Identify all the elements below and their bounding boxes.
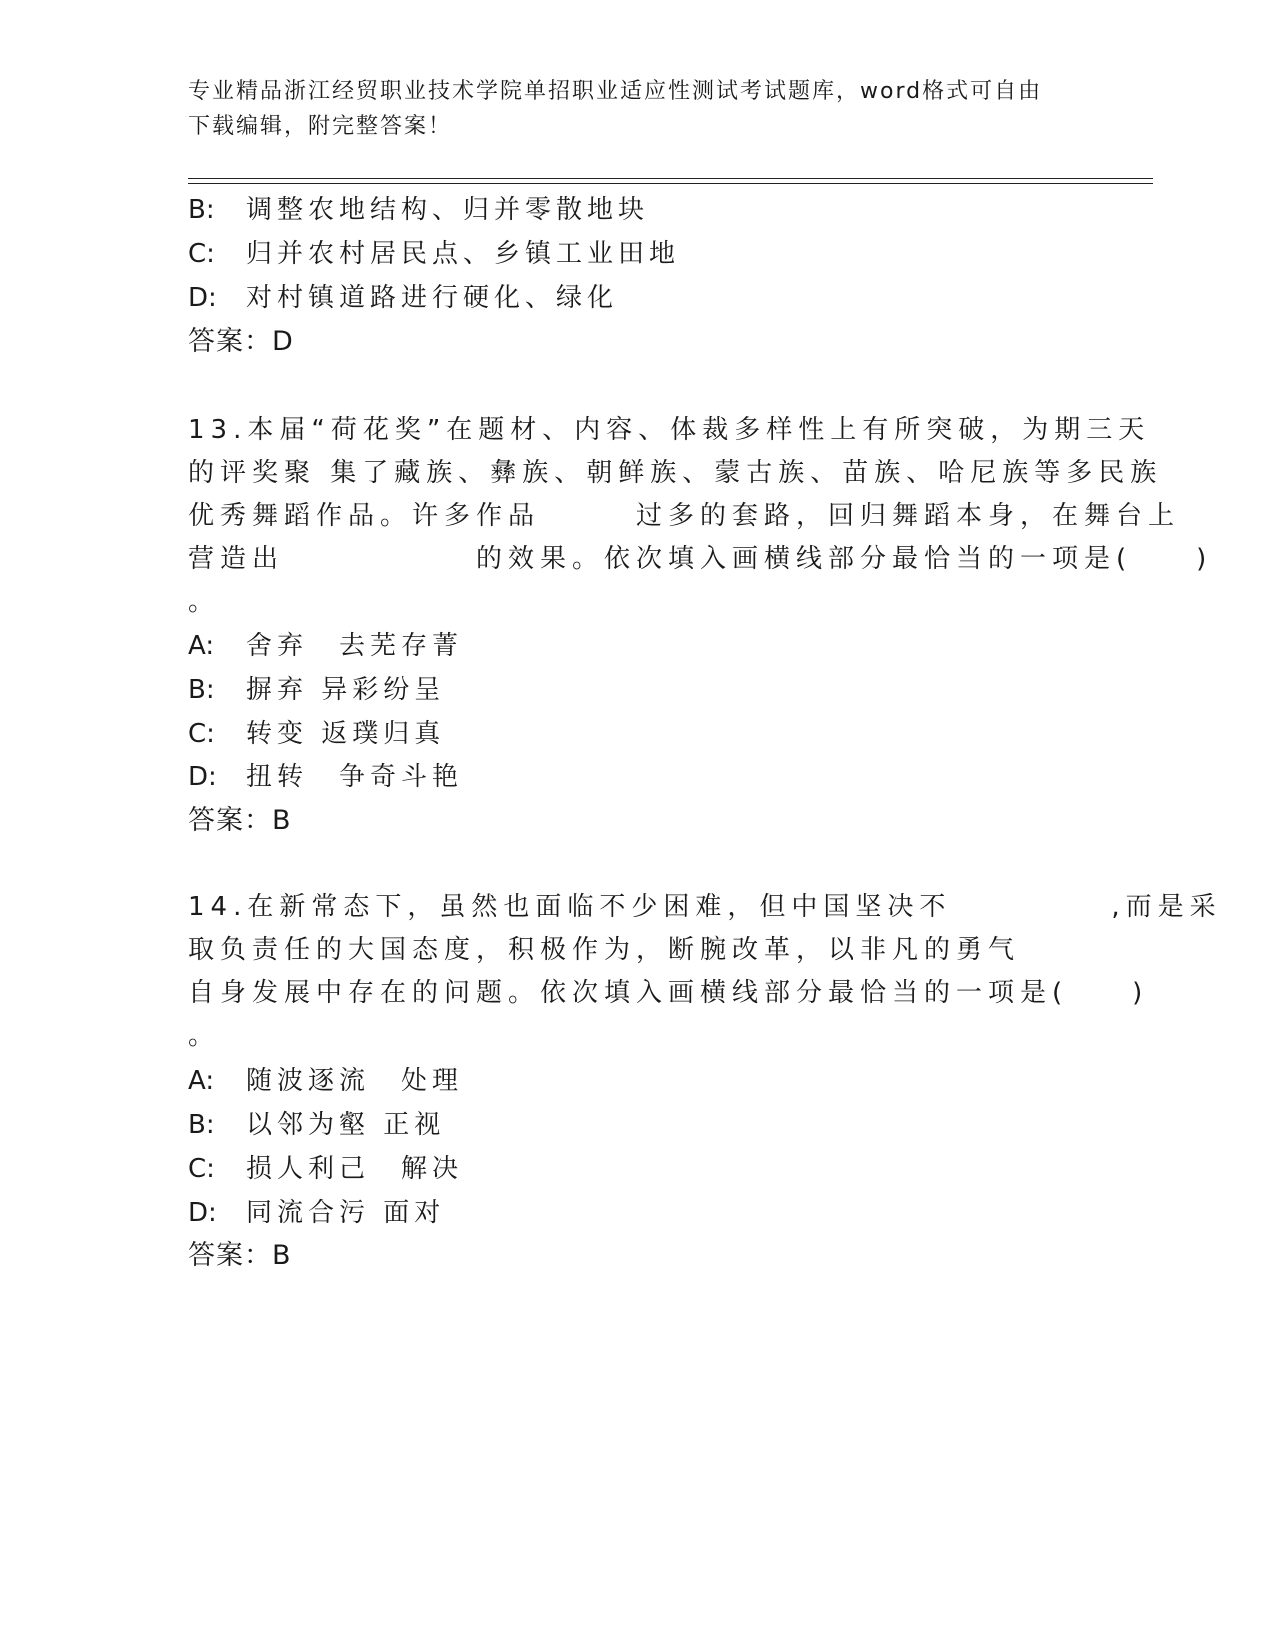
q13-option-b bbox=[188, 673, 445, 707]
option-text: 以邻为壑 正视 bbox=[246, 1110, 446, 1140]
option-label: D: bbox=[188, 283, 217, 313]
option-text: 同流合污 面对 bbox=[246, 1198, 446, 1228]
option-label: C: bbox=[188, 1154, 215, 1184]
option-c bbox=[188, 237, 680, 271]
q14-stem-line-3: 自身发展中存在的问题。依次填入画横线部分最恰当的一项是( ) bbox=[188, 978, 1149, 1008]
q14-option-d bbox=[188, 1196, 445, 1230]
header-line-2: 下载编辑，附完整答案！ bbox=[188, 114, 453, 139]
option-label: B: bbox=[188, 195, 215, 225]
option-label: D: bbox=[188, 762, 217, 792]
option-text: 摒弃 异彩纷呈 bbox=[246, 675, 446, 705]
q13-stem-line-4: 营造出 的效果。依次填入画横线部分最恰当的一项是( ) bbox=[188, 544, 1213, 574]
q13-option-d bbox=[188, 760, 463, 794]
option-text: 损人利己 解决 bbox=[246, 1154, 464, 1184]
q13-stem-line-5: 。 bbox=[188, 587, 221, 617]
option-text: 随波逐流 处理 bbox=[246, 1066, 464, 1096]
q14-stem-line-2: 取负责任的大国态度，积极作为，断腕改革，以非凡的勇气 bbox=[188, 935, 1021, 965]
header-line-1: 专业精品浙江经贸职业技术学院单招职业适应性测试考试题库，word格式可自由 bbox=[188, 79, 1043, 104]
answer-line: 答案：D bbox=[188, 326, 294, 357]
option-text: 调整农地结构、归并零散地块 bbox=[246, 195, 650, 225]
option-text: 扭转 争奇斗艳 bbox=[246, 762, 464, 792]
q14-option-c bbox=[188, 1152, 463, 1186]
option-text: 对村镇道路进行硬化、绿化 bbox=[246, 283, 619, 313]
option-b bbox=[188, 193, 649, 227]
option-label: C: bbox=[188, 239, 215, 269]
header-rule-top bbox=[188, 178, 1153, 179]
option-text: 转变 返璞归真 bbox=[246, 719, 446, 749]
q13-stem-line-1: 13.本届“荷花奖”在题材、内容、体裁多样性上有所突破，为期三天 bbox=[188, 415, 1151, 445]
option-label: D: bbox=[188, 1198, 217, 1228]
q13-answer: 答案：B bbox=[188, 805, 292, 836]
q13-stem-line-3: 优秀舞蹈作品。许多作品 过多的套路，回归舞蹈本身，在舞台上 bbox=[188, 501, 1181, 531]
q14-answer: 答案：B bbox=[188, 1240, 292, 1271]
option-d bbox=[188, 281, 618, 315]
q14-option-b bbox=[188, 1108, 445, 1142]
q13-option-c bbox=[188, 717, 445, 751]
header-rule-bottom bbox=[188, 183, 1153, 184]
option-label: A: bbox=[188, 631, 215, 661]
option-label: B: bbox=[188, 1110, 215, 1140]
q14-stem-line-4: 。 bbox=[188, 1021, 221, 1051]
option-label: A: bbox=[188, 1066, 215, 1096]
q14-option-a bbox=[188, 1064, 463, 1098]
option-label: B: bbox=[188, 675, 215, 705]
q13-stem-line-2: 的评奖聚 集了藏族、彝族、朝鲜族、蒙古族、苗族、哈尼族等多民族 bbox=[188, 458, 1163, 488]
page-header bbox=[188, 74, 1068, 144]
option-text: 舍弃 去芜存菁 bbox=[246, 631, 464, 661]
q13-option-a bbox=[188, 629, 463, 663]
q14-stem-line-1: 14.在新常态下，虽然也面临不少困难，但中国坚决不 ,而是采 bbox=[188, 892, 1222, 922]
option-text: 归并农村居民点、乡镇工业田地 bbox=[246, 239, 681, 269]
option-label: C: bbox=[188, 719, 215, 749]
